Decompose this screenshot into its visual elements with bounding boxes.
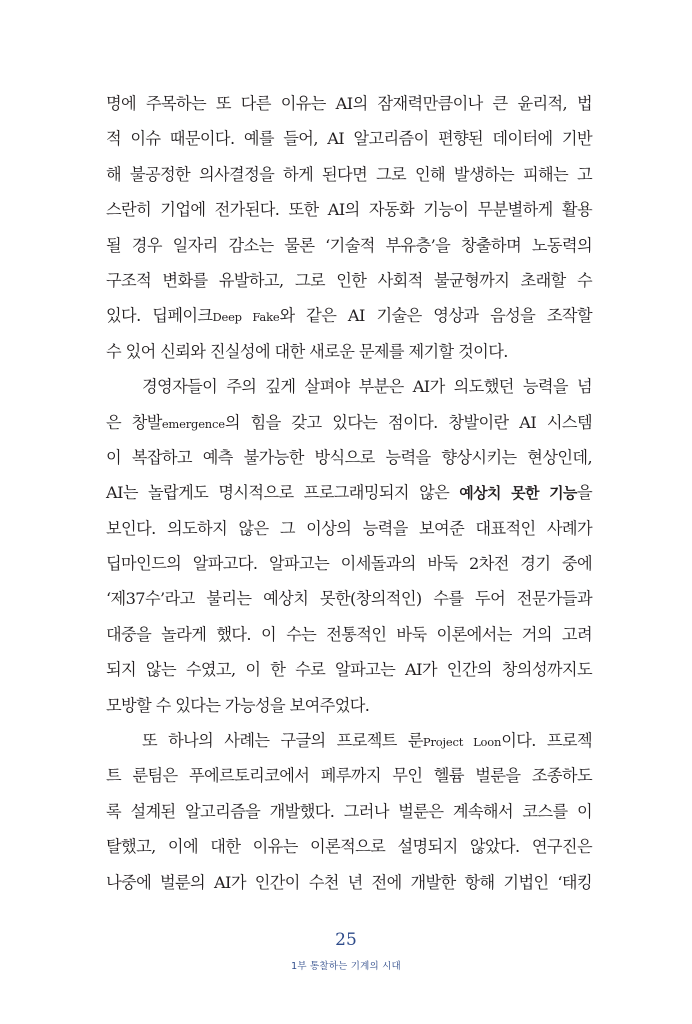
- text-line: 수 있어 신뢰와 진실성에 대한 새로운 문제를 제기할 것이다.: [106, 341, 508, 361]
- text-fragment: 있다. 딥페이크: [106, 306, 213, 326]
- emphasis-text: 예상치 못한 기능: [459, 484, 577, 503]
- text-line: [106, 298, 592, 333]
- text-line: [106, 723, 592, 758]
- text-line: 적 이슈 때문이다. 예를 들어, AI 알고리즘이 편향된 데이터에 기반: [106, 129, 592, 149]
- text-line: 딥마인드의 알파고다. 알파고는 이세돌과의 바둑 2차전 경기 중에: [106, 554, 592, 574]
- text-line: 스란히 기업에 전가된다. 또한 AI의 자동화 기능이 무분별하게 활용: [106, 200, 592, 220]
- text-fragment: 또 하나의 사례는 구글의 프로젝트 룬: [142, 731, 423, 751]
- text-fragment: AI는 놀랍게도 명시적으로 프로그래밍되지 않은: [106, 483, 460, 503]
- text-line: [106, 405, 592, 440]
- body-text: [106, 86, 592, 900]
- page-number: 25: [335, 930, 357, 950]
- gloss-term: Deep Fake: [212, 310, 280, 325]
- text-line: 해 불공정한 의사결정을 하게 된다면 그로 인해 발생하는 피해는 고: [106, 164, 592, 184]
- text-line: 나중에 벌룬의 AI가 인간이 수천 년 전에 개발한 항해 기법인 ‘태킹: [106, 872, 592, 892]
- text-line: 명에 주목하는 또 다른 이유는 AI의 잠재력만큼이나 큰 윤리적, 법: [106, 94, 592, 113]
- text-fragment: 와 같은 AI 기술은 영상과 음성을 조작할: [279, 306, 592, 326]
- text-fragment: 은 창발: [106, 412, 162, 432]
- text-line: 되지 않는 수였고, 이 한 수로 알파고는 AI가 인간의 창의성까지도: [106, 660, 592, 680]
- text-line: 대중을 놀라게 했다. 이 수는 전통적인 바둑 이론에서는 거의 고려: [106, 624, 592, 644]
- text-fragment: 을: [576, 483, 592, 503]
- text-line: 트 룬팀은 푸에르토리코에서 페루까지 무인 헬륨 벌룬을 조종하도: [106, 766, 592, 786]
- text-line: 록 설계된 알고리즘을 개발했다. 그러나 벌룬은 계속해서 코스를 이: [106, 801, 592, 821]
- text-line: [106, 475, 592, 510]
- text-line: 보인다. 의도하지 않은 그 이상의 능력을 보여준 대표적인 사례가: [106, 518, 592, 538]
- text-line: ‘제37수’라고 불리는 예상치 못한(창의적인) 수를 두어 전문가들과: [106, 589, 592, 609]
- text-line: 이 복잡하고 예측 불가능한 방식으로 능력을 향상시키는 현상인데,: [106, 447, 592, 467]
- text-line: 구조적 변화를 유발하고, 그로 인한 사회적 불균형까지 초래할 수: [106, 270, 592, 290]
- text-fragment: 의 힘을 갖고 있다는 점이다. 창발이란 AI 시스템: [224, 412, 592, 432]
- gloss-term: emergence: [161, 416, 225, 431]
- gloss-term: Project Loon: [422, 735, 502, 750]
- running-footer: 1부 통찰하는 기계의 시대: [291, 961, 401, 972]
- text-line: 경영자들이 주의 깊게 살펴야 부분은 AI가 의도했던 능력을 넘: [142, 377, 592, 397]
- text-line: 모방할 수 있다는 가능성을 보여주었다.: [106, 695, 370, 715]
- text-line: 될 경우 일자리 감소는 물론 ‘기술적 부유층’을 창출하며 노동력의: [106, 235, 592, 255]
- text-line: 탈했고, 이에 대한 이유는 이론적으로 설명되지 않았다. 연구진은: [106, 837, 592, 857]
- text-fragment: 이다. 프로젝: [501, 731, 592, 751]
